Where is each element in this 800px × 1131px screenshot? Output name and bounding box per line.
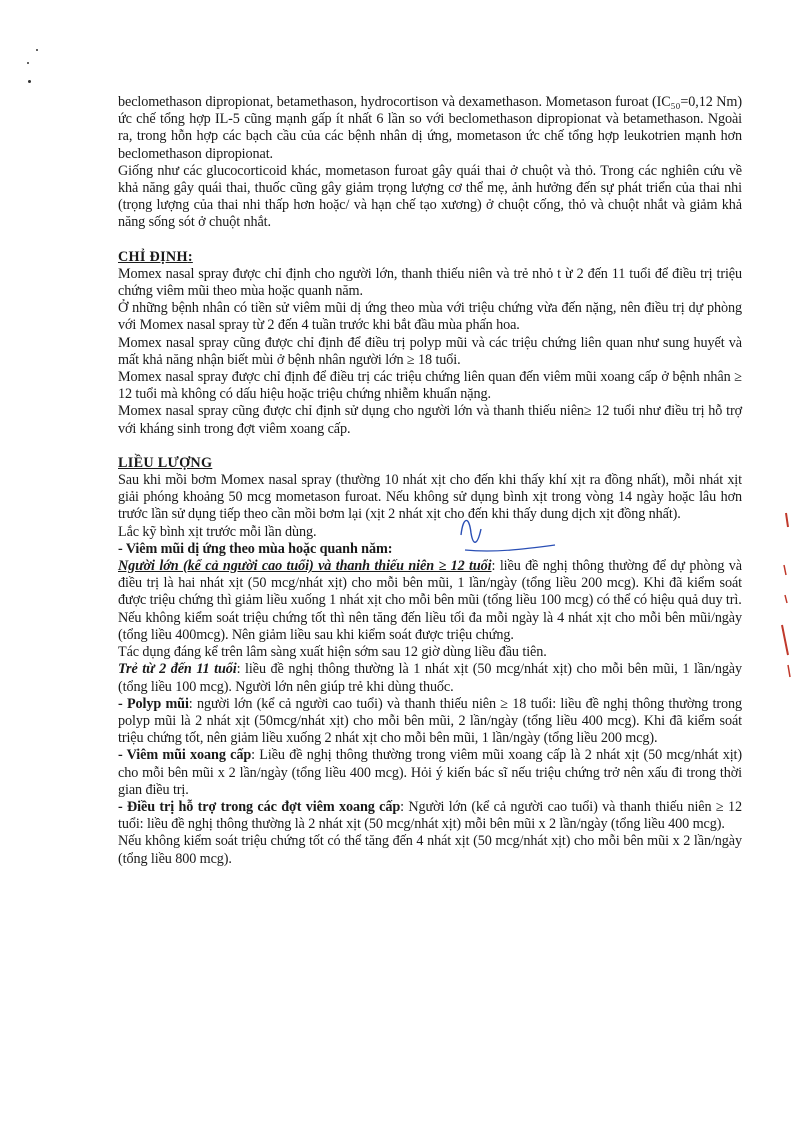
adult-dosage-label: Người lớn (kể cả người cao tuổi) và thanh thiếu niên ≥ 12 tuổi [118, 558, 492, 575]
dosage-paragraph-shake: Lắc kỹ bình xịt trước mỗi lần dùng. [118, 523, 317, 540]
indication-paragraph: Momex nasal spray cũng được chỉ định sử dụng cho người lớn và thanh thiếu niên≥ 12 tuổi như điều trị hỗ trợ với kháng sinh trong đợt viêm xoang cấp. [118, 403, 742, 437]
indication-heading-colon: : [187, 248, 193, 265]
adult-dosage-paragraph [118, 558, 742, 610]
indication-heading [118, 249, 742, 266]
indication-paragraph: Ở những bệnh nhân có tiền sử viêm mũi dị ứng theo mùa với triệu chứng vừa đến nặng, nên điều trị dự phòng với Momex nasal spray từ 2 đến 4 tuần trước khi bắt đầu mùa phấn hoa. [118, 300, 742, 334]
max-dose-paragraph: Nếu không kiểm soát triệu chứng tốt thì nên tăng đến liều tối đa mỗi ngày là 4 nhát xịt cho mỗi bên mũi/ngày (tổng liều 400mcg). Nên giảm liều sau khi kiểm soát được triệu chứng. [118, 609, 742, 643]
intro-paragraph-1: beclomethason dipropionat, betamethason, hydrocortison và dexamethason. Mometason furoat (IC₅₀=0,12 Nm) ức chế tổng hợp IL-5 cũng mạnh gấp ít nhất 6 lần so với beclomethason dipropionat và betamethason. Ngoài ra, trong hỗn hợp các bạch cầu của các bệnh nhân dị ứng, mometason ức chế tổng hợp leukotrien mạnh hơn beclomethason dipropionat. [118, 94, 742, 162]
sinusitis-dosage-label: - Viêm mũi xoang cấp [118, 747, 252, 764]
scan-speck [36, 49, 38, 51]
adjunct-dosage-text: : Người lớn (kể cả người cao tuổi) và thanh thiếu niên ≥ 12 tuổi: liều đề nghị thông thường là 2 nhát xịt (50 mcg/nhát xịt) mỗi bên mũi x 2 lần/ngày (tổng liều 400 mcg). [118, 798, 742, 833]
polyp-dosage-paragraph [118, 696, 742, 748]
polyp-dosage-text: : người lớn (kể cả người cao tuổi) và thanh thiếu niên ≥ 18 tuổi: liều đề nghị thông thường trong polyp mũi là 2 nhát xịt (50mcg/nhát xịt) cho mỗi bên mũi, 2 lần/ngày (tổng liều 400 mcg). Khi đã kiểm soát triệu chứng tốt, nên giảm liều xuống 2 nhát xịt cho mỗi bên mũi, 1 lần/ngày (tổng liều 200 mcg). [118, 695, 742, 747]
intro-paragraph-2: Giống như các glucocorticoid khác, mometason furoat gây quái thai ở chuột và thỏ. Trong các nghiên cứu về khả năng gây quái thai, thuốc cũng gây giảm trọng lượng cơ thể mẹ, ảnh hưởng đến sự phát triển của thai nhi (trọng lượng của thai nhi thấp hơn hoặc/ và hạn chế tạo xương) ở chuột cống, thỏ và chuột nhắt và giảm khả năng sống sót ở chuột nhắt. [118, 162, 742, 231]
sinusitis-dosage-text: : Liều đề nghị thông thường trong viêm mũi xoang cấp là 2 nhát xịt (50 mcg/nhát xịt) cho mỗi bên mũi x 2 lần/ngày (tổng liều 400 mcg). Hỏi ý kiến bác sĩ nếu triệu chứng trở nên xấu đi trong thời gian điều trị. [118, 747, 742, 798]
indication-paragraph: Momex nasal spray cũng được chỉ định để điều trị polyp mũi và các triệu chứng liên quan như sung huyết và mất khả năng nhận biết mùi ở bệnh nhân người lớn ≥ 18 tuổi. [118, 334, 742, 368]
adjunct-dosage-paragraph [118, 799, 742, 833]
dosage-paragraph-priming: Sau khi mồi bơm Momex nasal spray (thường 10 nhát xịt cho đến khi thấy khí xịt ra đồng nhất), mỗi nhát xịt giải phóng khoảng 50 mcg mometason furoat. Nếu không sử dụng bình xịt trong vòng 14 ngày hoặc lâu hơn trước lần sử dụng tiếp theo cần mồi bơm lại (xịt 2 nhát xịt cho đến khi thấy dung dịch xịt đồng nhất). [118, 472, 742, 523]
margin-ink-marks [776, 505, 794, 685]
indication-heading-text: CHỈ ĐỊNH [118, 248, 188, 265]
dosage-heading: LIỀU LƯỢNG [118, 454, 213, 471]
sinusitis-dosage-paragraph [118, 747, 742, 799]
scan-speck [27, 62, 29, 64]
adult-dosage-text: : liều đề nghị thông thường để dự phòng và điều trị là hai nhát xịt (50 mcg/nhát xịt) cho mỗi bên mũi, 1 lần/ngày (tổng liều 200 mcg). Khi đã kiểm soát được triệu chứng thì giảm liều xuống 1 nhát xịt cho mỗi bên mũi (tổng liều 100 mcg) có thể có hiệu quả duy trì. [118, 558, 742, 609]
allergic-rhinitis-heading: - Viêm mũi dị ứng theo mùa hoặc quanh năm: [118, 540, 393, 557]
indication-paragraph: Momex nasal spray được chỉ định cho người lớn, thanh thiếu niên và trẻ nhỏ t ừ 2 đến 11 tuổi để điều trị triệu chứng viêm mũi theo mùa hoặc quanh năm. [118, 265, 742, 300]
polyp-dosage-label: - Polyp mũi [118, 695, 189, 712]
adjunct-dosage-label: - Điều trị hỗ trợ trong các đợt viêm xoang cấp [118, 798, 401, 815]
child-dosage-text: : liều đề nghị thông thường là 1 nhát xịt (50 mcg/nhát xịt) cho mỗi bên mũi, 1 lần/ngày (tổng liều 100 mcg). Người lớn nên giúp trẻ khi dùng thuốc. [118, 661, 742, 695]
onset-paragraph: Tác dụng đáng kể trên lâm sàng xuất hiện sớm sau 12 giờ dùng liều đầu tiên. [118, 644, 547, 661]
child-dosage-paragraph [118, 661, 742, 695]
adjunct-increase-paragraph: Nếu không kiểm soát triệu chứng tốt có thể tăng đến 4 nhát xịt (50 mcg/nhát xịt) cho mỗi bên mũi x 2 lần/ngày (tổng liều 800 mcg). [118, 833, 742, 867]
indication-paragraph: Momex nasal spray được chỉ định để điều trị các triệu chứng liên quan đến viêm mũi xoang cấp ở bệnh nhân ≥ 12 tuổi mà không có dấu hiệu hoặc triệu chứng nhiễm khuẩn nặng. [118, 369, 742, 403]
document-body [118, 94, 742, 868]
scan-speck [28, 80, 31, 83]
child-dosage-label: Trẻ từ 2 đến 11 tuổi [118, 661, 237, 678]
